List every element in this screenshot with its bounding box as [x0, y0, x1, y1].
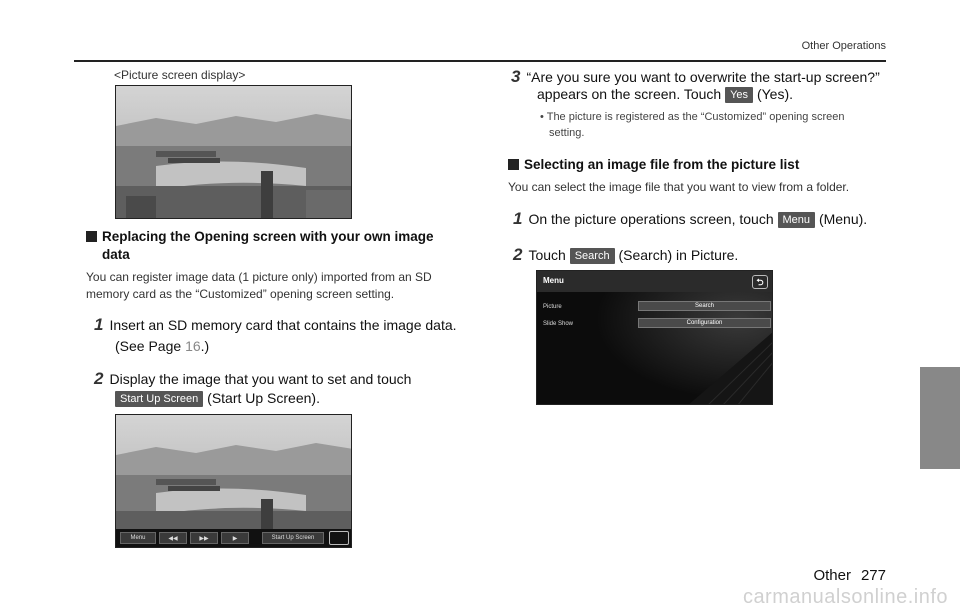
step-text: appears on the screen. Touch [537, 86, 722, 102]
back-icon[interactable]: ⮌ [752, 275, 768, 289]
menu-configuration-button[interactable]: Configuration [638, 318, 771, 328]
footer-section: Other [813, 567, 851, 584]
header-rule [74, 60, 886, 62]
start-up-photo [115, 414, 352, 548]
step-2-display [94, 368, 411, 390]
step-number: 1 [513, 209, 523, 228]
note-bullet-cont: setting. [549, 127, 585, 139]
step-text: (Menu). [818, 211, 868, 227]
menu-button-label: Menu [778, 212, 816, 228]
step-text: .) [200, 338, 210, 354]
step-1-insert [94, 314, 457, 336]
section-heading-select [508, 156, 799, 174]
menu-row-picture-label: Picture [543, 304, 562, 310]
note-bullet: • The picture is registered as the “Customized” opening screen [540, 111, 845, 123]
step-number: 2 [513, 245, 523, 264]
toolbar-start-up-screen-button[interactable]: Start Up Screen [262, 532, 324, 544]
fast-forward-icon[interactable]: ▶▶ [190, 532, 218, 544]
start-up-screen-button-label: Start Up Screen [115, 391, 203, 407]
picture-caption: <Picture screen display> [114, 68, 246, 82]
play-icon[interactable]: ▶ [221, 532, 249, 544]
step-number: 1 [94, 315, 104, 334]
note-text: The picture is registered as the “Customized” opening screen [546, 111, 845, 123]
step-number: 3 [511, 67, 521, 86]
picture-toolbar [116, 529, 351, 547]
search-button-label: Search [570, 248, 615, 264]
yes-button-label: Yes [725, 87, 753, 103]
toolbar-menu-button[interactable]: Menu [120, 532, 156, 544]
replace-intro-line1: You can register image data (1 picture only) imported from an SD [86, 270, 432, 284]
screen-toggle-icon[interactable] [329, 531, 349, 545]
picture-screen-photo [115, 85, 352, 219]
page-number: 277 [860, 567, 886, 584]
chapter-tab [920, 367, 960, 469]
square-bullet-icon [86, 231, 97, 242]
page-footer [813, 567, 886, 584]
step-text: Display the image that you want to set and touch [109, 371, 412, 387]
step-2-search [513, 244, 738, 266]
replace-intro-line2: memory card as the “Customized” opening screen setting. [86, 287, 395, 301]
step-2-button-line [115, 388, 320, 409]
step-text: On the picture operations screen, touch [528, 211, 774, 227]
square-bullet-icon [508, 159, 519, 170]
rewind-icon[interactable]: ◀◀ [159, 532, 187, 544]
step-text: Insert an SD memory card that contains the image data. [109, 317, 457, 333]
step-text: (See Page [115, 338, 186, 354]
section-heading-replace-cont: data [102, 247, 130, 262]
step-text: “Are you sure you want to overwrite the start-up screen?” [526, 69, 880, 85]
page-link[interactable]: 16 [185, 338, 201, 354]
menu-search-button[interactable]: Search [638, 301, 771, 311]
menu-row-slideshow-label: Slide Show [543, 321, 574, 327]
section-heading-replace [86, 228, 434, 246]
menu-title: Menu [543, 276, 564, 285]
step-1-reference [115, 336, 209, 357]
heading-line: Selecting an image file from the picture list [524, 157, 800, 172]
step-text: (Start Up Screen). [207, 390, 320, 406]
step-3-yes-line [537, 84, 793, 105]
heading-line: Replacing the Opening screen with your own image [102, 229, 434, 244]
step-text: Touch [528, 247, 566, 263]
step-text: (Yes). [756, 86, 793, 102]
menu-screen-screenshot [536, 270, 773, 405]
select-intro: You can select the image file that you want to view from a folder. [508, 180, 850, 194]
watermark: carmanualsonline.info [742, 586, 948, 608]
menu-header [537, 271, 772, 292]
step-text: (Search) in Picture. [618, 247, 739, 263]
step-1-menu [513, 208, 867, 230]
step-number: 2 [94, 369, 104, 388]
running-header: Other Operations [801, 40, 886, 52]
